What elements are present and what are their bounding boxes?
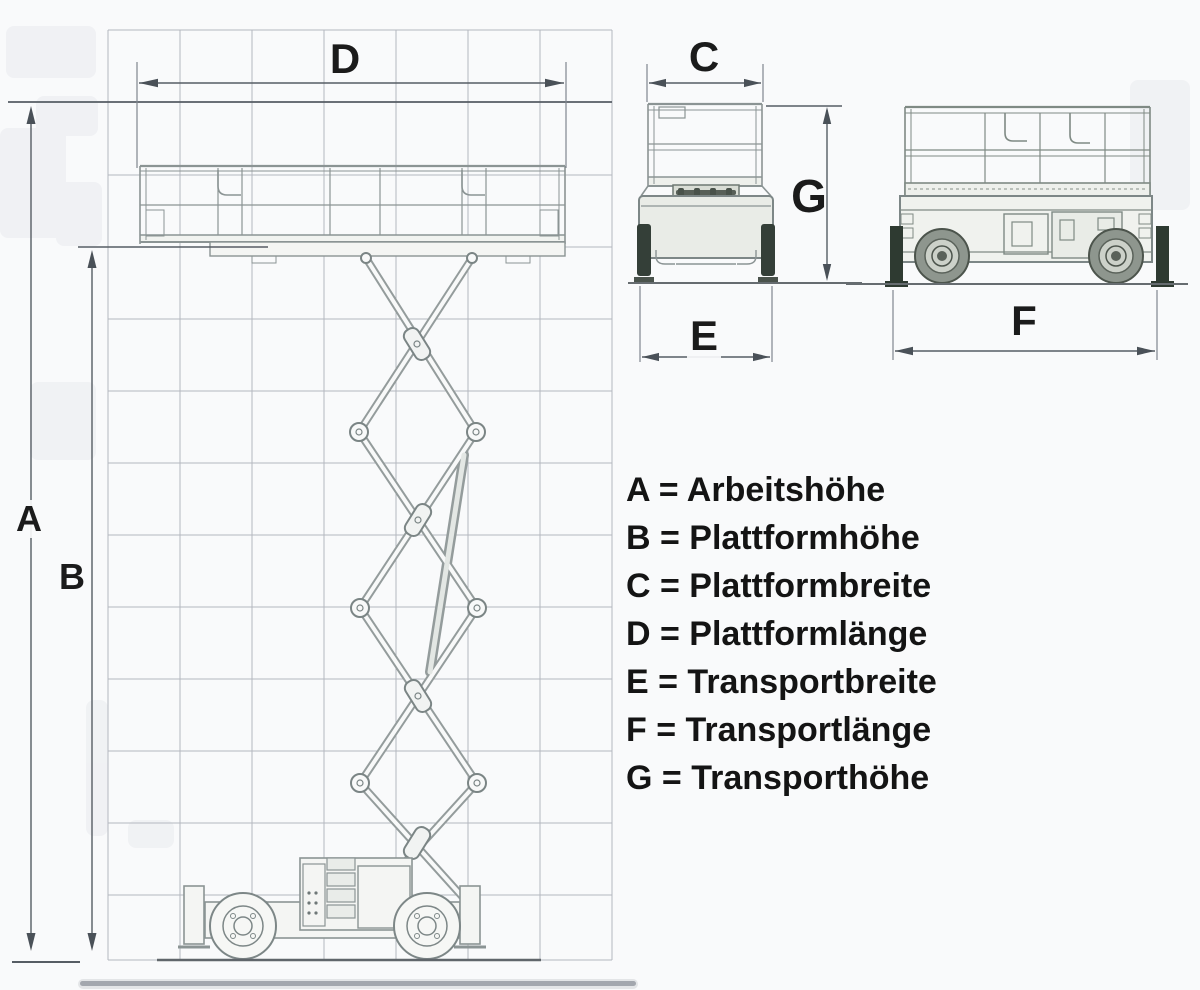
legend-item: E = Transportbreite: [626, 663, 937, 701]
scan-artifacts: [0, 26, 1190, 848]
grid: [108, 30, 612, 960]
dim-label-c: C: [686, 35, 722, 79]
dim-label-f: F: [1008, 299, 1040, 343]
scissor-mechanism: [350, 253, 486, 908]
legend-item: D = Plattformlänge: [626, 615, 928, 653]
legend-item: A = Arbeitshöhe: [626, 471, 886, 509]
dim-label-d: D: [327, 37, 363, 81]
dimension-b: [78, 247, 268, 951]
dim-label-b: B: [56, 558, 88, 596]
legend-item: G = Transporthöhe: [626, 759, 930, 797]
side-view-extended: [140, 166, 565, 263]
legend-item: C = Plattformbreite: [626, 567, 932, 605]
ground-line: [78, 960, 638, 989]
dim-label-a: A: [13, 500, 45, 538]
legend-item: B = Plattformhöhe: [626, 519, 920, 557]
legend-item: F = Transportlänge: [626, 711, 932, 749]
dim-label-e: E: [687, 314, 721, 358]
dim-label-g: G: [791, 170, 827, 222]
legend: [626, 466, 937, 802]
